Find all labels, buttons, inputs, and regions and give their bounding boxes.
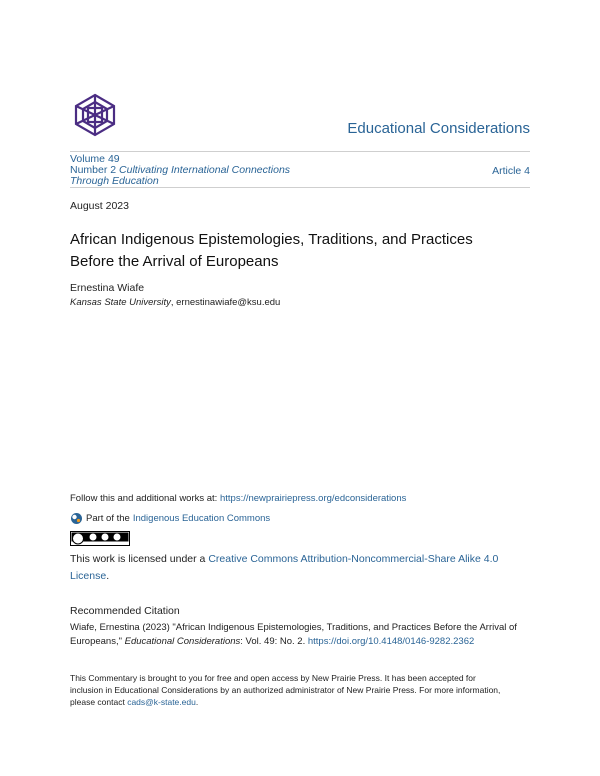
publication-date: August 2023	[70, 200, 129, 212]
journal-title[interactable]: Educational Considerations	[347, 120, 530, 137]
cc-by-nc-sa-icon	[70, 531, 130, 546]
license-link-2[interactable]: License	[70, 570, 107, 582]
commons-network-icon	[70, 512, 83, 525]
doi-link[interactable]: https://doi.org/10.4148/0146-9282.2362	[307, 636, 475, 647]
footer-statement: This Commentary is brought to you for free and open access by New Prairie Press. It has been accepted for inclusion in Educational Considerations by an authorized administrator of New Prairie Press. For more information, please contact cads@k-state.edu.	[70, 673, 501, 707]
contact-email-link[interactable]: cads@k-state.edu	[127, 697, 196, 707]
recommended-citation-heading: Recommended Citation	[70, 605, 180, 617]
indigenous-education-commons-link[interactable]: Indigenous Education Commons	[132, 513, 271, 524]
top-divider	[70, 151, 530, 152]
article-title	[70, 229, 540, 273]
collection-link[interactable]: https://newprairiepress.org/edconsiderations	[219, 493, 407, 504]
article-link[interactable]: Article 4	[492, 165, 530, 177]
new-prairie-press-logo	[72, 92, 118, 138]
license-statement: This work is licensed under a Creative Commons Attribution-Noncommercial-Share Alike 4.0 License.	[70, 553, 499, 582]
author-email: , ernestinawiafe@ksu.edu	[170, 297, 281, 308]
citation-line-1: Wiafe, Ernestina (2023) "African Indigenous Epistemologies, Traditions, and Practices Before the Arrival of	[70, 622, 517, 633]
volume-link[interactable]: Volume 49	[70, 153, 120, 165]
logo-icon	[72, 92, 118, 138]
author-name: Ernestina Wiafe	[70, 282, 145, 294]
author-affiliation	[70, 297, 280, 308]
citation-journal: Educational Considerations	[124, 636, 241, 647]
title-line-2: Before the Arrival of Europeans	[70, 253, 279, 270]
bottom-divider	[70, 187, 530, 188]
number-title-1: Cultivating International Connections	[119, 164, 291, 176]
affiliation: Kansas State University	[70, 297, 171, 308]
citation-line-2: Europeans," Educational Considerations: Vol. 49: No. 2. https://doi.org/10.4148/0146-9282.2362	[70, 636, 475, 647]
license-link[interactable]: Creative Commons Attribution-Noncommercial-Share Alike 4.0	[208, 553, 499, 565]
part-of-line: Part of the Indigenous Education Commons	[70, 512, 270, 525]
number-title-2[interactable]: Through Education	[70, 175, 159, 187]
follow-line: Follow this and additional works at: https://newprairiepress.org/edconsiderations	[70, 493, 407, 504]
number-link[interactable]: Number 2 Cultivating International Connections	[70, 164, 291, 176]
issue-info	[70, 154, 290, 187]
creative-commons-badge[interactable]	[70, 531, 130, 551]
recommended-citation	[70, 621, 540, 649]
title-line-1: African Indigenous Epistemologies, Traditions, and Practices	[70, 231, 473, 248]
